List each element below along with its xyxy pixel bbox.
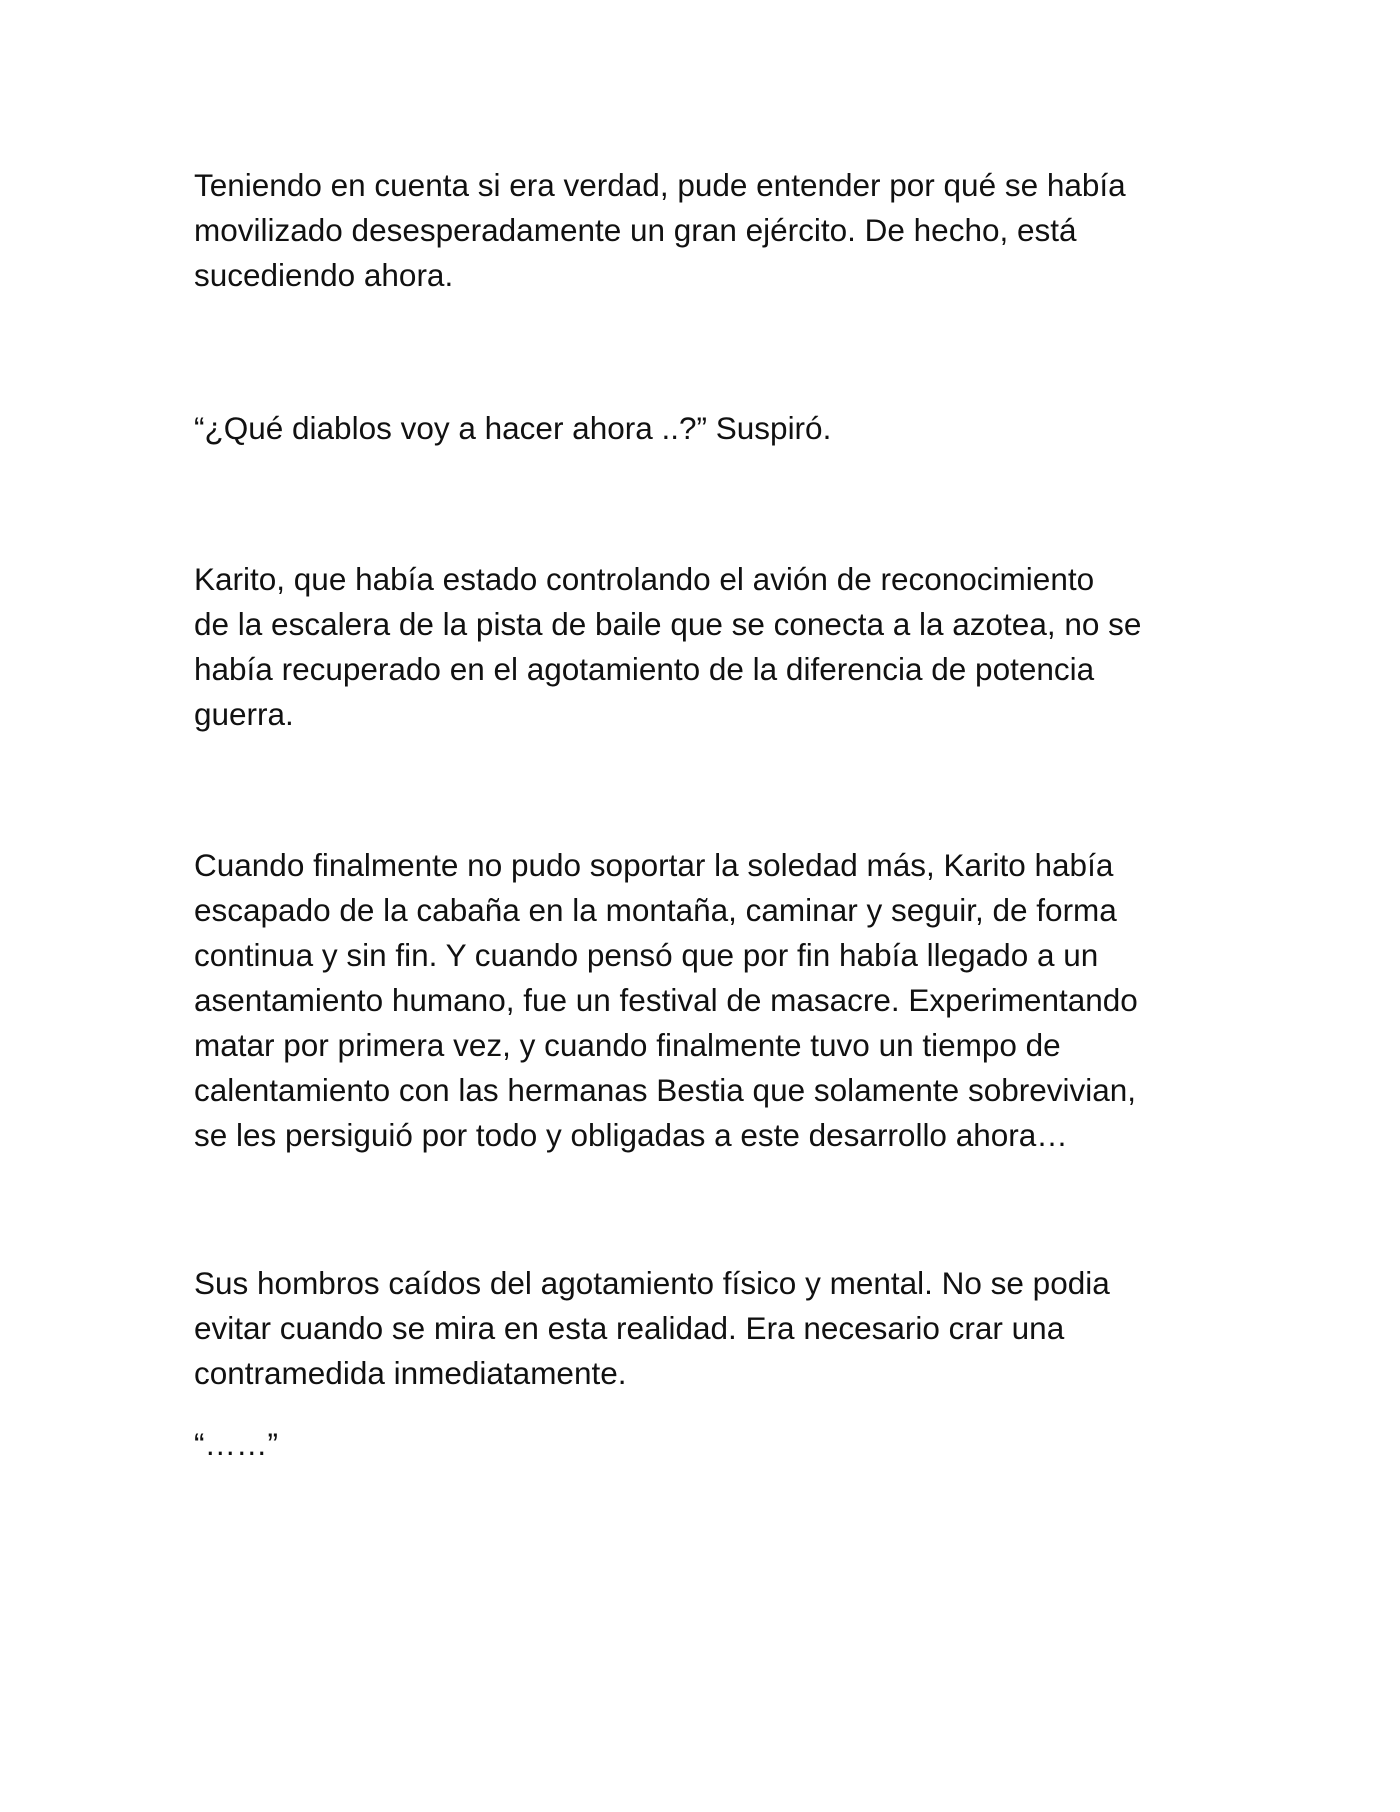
- paragraph-1: Teniendo en cuenta si era verdad, pude entender por qué se había movilizado desesperadamente un gran ejército. De hecho, está sucediendo ahora.: [194, 167, 1126, 293]
- paragraph-5: Sus hombros caídos del agotamiento físico y mental. No se podia evitar cuando se mira en esta realidad. Era necesario crar una contramedida inmediatamente.: [194, 1265, 1110, 1391]
- paragraph-6: “……”: [194, 1426, 278, 1462]
- paragraph-2: “¿Qué diablos voy a hacer ahora ..?” Suspiró.: [194, 410, 832, 446]
- paragraph-4: Cuando finalmente no pudo soportar la soledad más, Karito había escapado de la cabaña en la montaña, caminar y seguir, de forma continua y sin fin. Y cuando pensó que por fin había llegado a un asentamiento humano, fue un festival de masacre. Experimentando matar por primera vez, y cuando finalmente tuvo un tiempo de calentamiento con las hermanas Bestia que solamente sobrevivian, se les persiguió por todo y obligadas a este desarrollo ahora…: [194, 847, 1138, 1153]
- paragraph-3: Karito, que había estado controlando el avión de reconocimiento de la escalera de la pista de baile que se conecta a la azotea, no se había recuperado en el agotamiento de la diferencia de potencia guerra.: [194, 561, 1142, 732]
